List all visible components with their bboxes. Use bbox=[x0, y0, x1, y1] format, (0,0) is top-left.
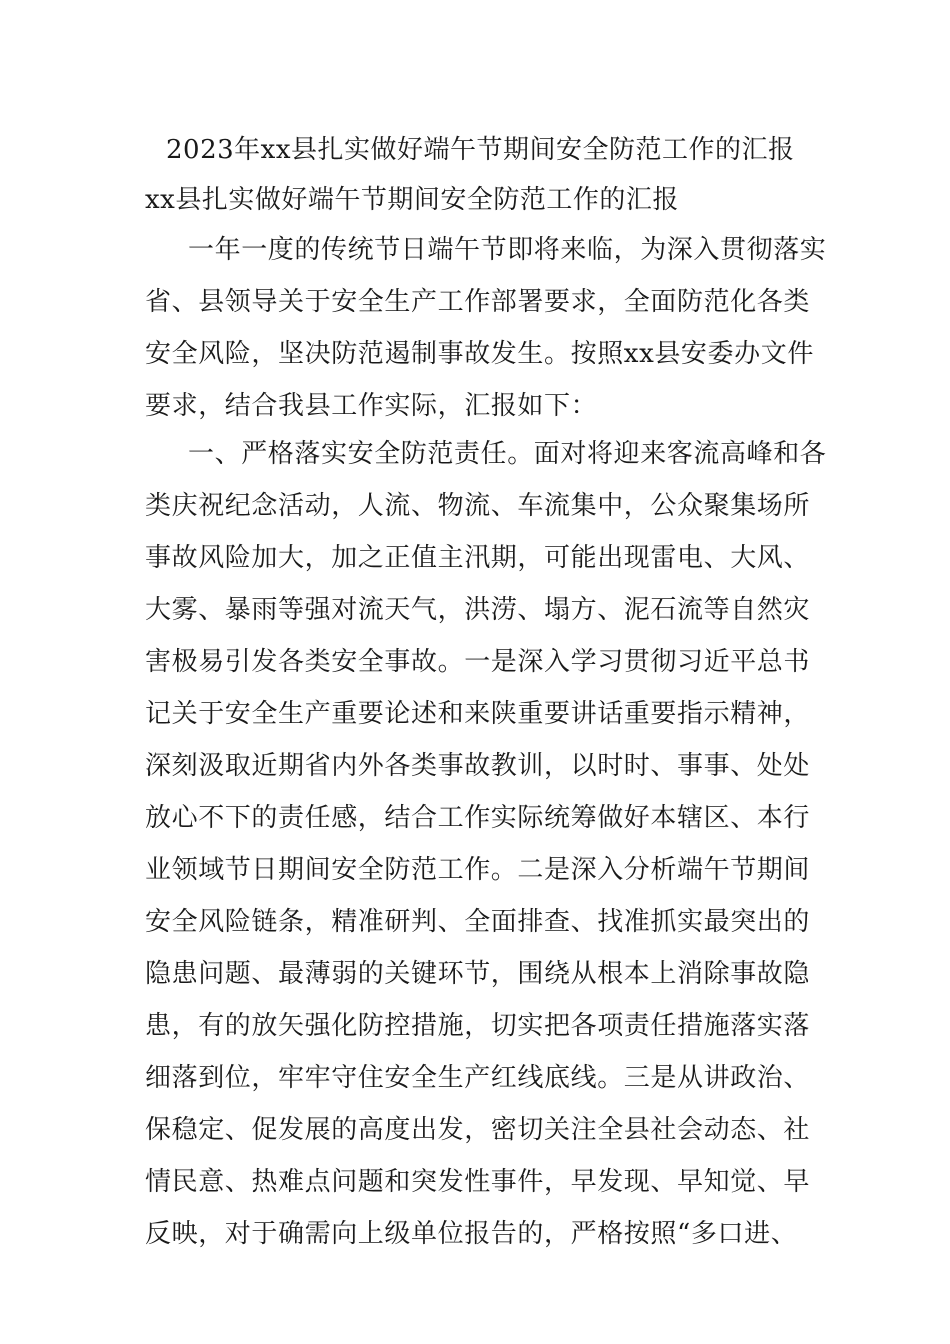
document-subtitle: xx县扎实做好端午节期间安全防范工作的汇报 bbox=[145, 185, 679, 215]
paragraph-line: 情民意、热难点问题和突发性事件，早发现、早知觉、早 bbox=[145, 1167, 811, 1197]
paragraph-line: 要求，结合我县工作实际，汇报如下： bbox=[145, 391, 598, 421]
document-title: 2023年xx县扎实做好端午节期间安全防范工作的汇报 bbox=[166, 135, 795, 165]
paragraph-line: 放心不下的责任感，结合工作实际统筹做好本辖区、本行 bbox=[145, 803, 811, 833]
paragraph-line: 深刻汲取近期省内外各类事故教训，以时时、事事、处处 bbox=[145, 751, 811, 781]
paragraph-line: 一年一度的传统节日端午节即将来临，为深入贯彻落实 bbox=[188, 235, 827, 265]
paragraph-line: 记关于安全生产重要论述和来陕重要讲话重要指示精神， bbox=[145, 699, 811, 729]
paragraph-line: 安全风险，坚决防范遏制事故发生。按照xx县安委办文件 bbox=[145, 339, 814, 369]
paragraph-line: 业领域节日期间安全防范工作。二是深入分析端午节期间 bbox=[145, 855, 811, 885]
paragraph-line: 类庆祝纪念活动，人流、物流、车流集中，公众聚集场所 bbox=[145, 491, 811, 521]
paragraph-line: 反映，对于确需向上级单位报告的，严格按照“多口进、 bbox=[145, 1219, 798, 1249]
paragraph-line: 省、县领导关于安全生产工作部署要求，全面防范化各类 bbox=[145, 287, 811, 317]
paragraph-line: 害极易引发各类安全事故。一是深入学习贯彻习近平总书 bbox=[145, 647, 811, 677]
paragraph-line: 一、严格落实安全防范责任。面对将迎来客流高峰和各 bbox=[188, 439, 827, 469]
paragraph-line: 保稳定、促发展的高度出发，密切关注全县社会动态、社 bbox=[145, 1115, 811, 1145]
paragraph-line: 事故风险加大，加之正值主汛期，可能出现雷电、大风、 bbox=[145, 543, 811, 573]
paragraph-line: 患，有的放矢强化防控措施，切实把各项责任措施落实落 bbox=[145, 1011, 811, 1041]
paragraph-line: 大雾、暴雨等强对流天气，洪涝、塌方、泥石流等自然灾 bbox=[145, 595, 811, 625]
paragraph-line: 隐患问题、最薄弱的关键环节，围绕从根本上消除事故隐 bbox=[145, 959, 811, 989]
paragraph-line: 细落到位，牢牢守住安全生产红线底线。三是从讲政治、 bbox=[145, 1063, 811, 1093]
paragraph-line: 安全风险链条，精准研判、全面排查、找准抓实最突出的 bbox=[145, 907, 811, 937]
